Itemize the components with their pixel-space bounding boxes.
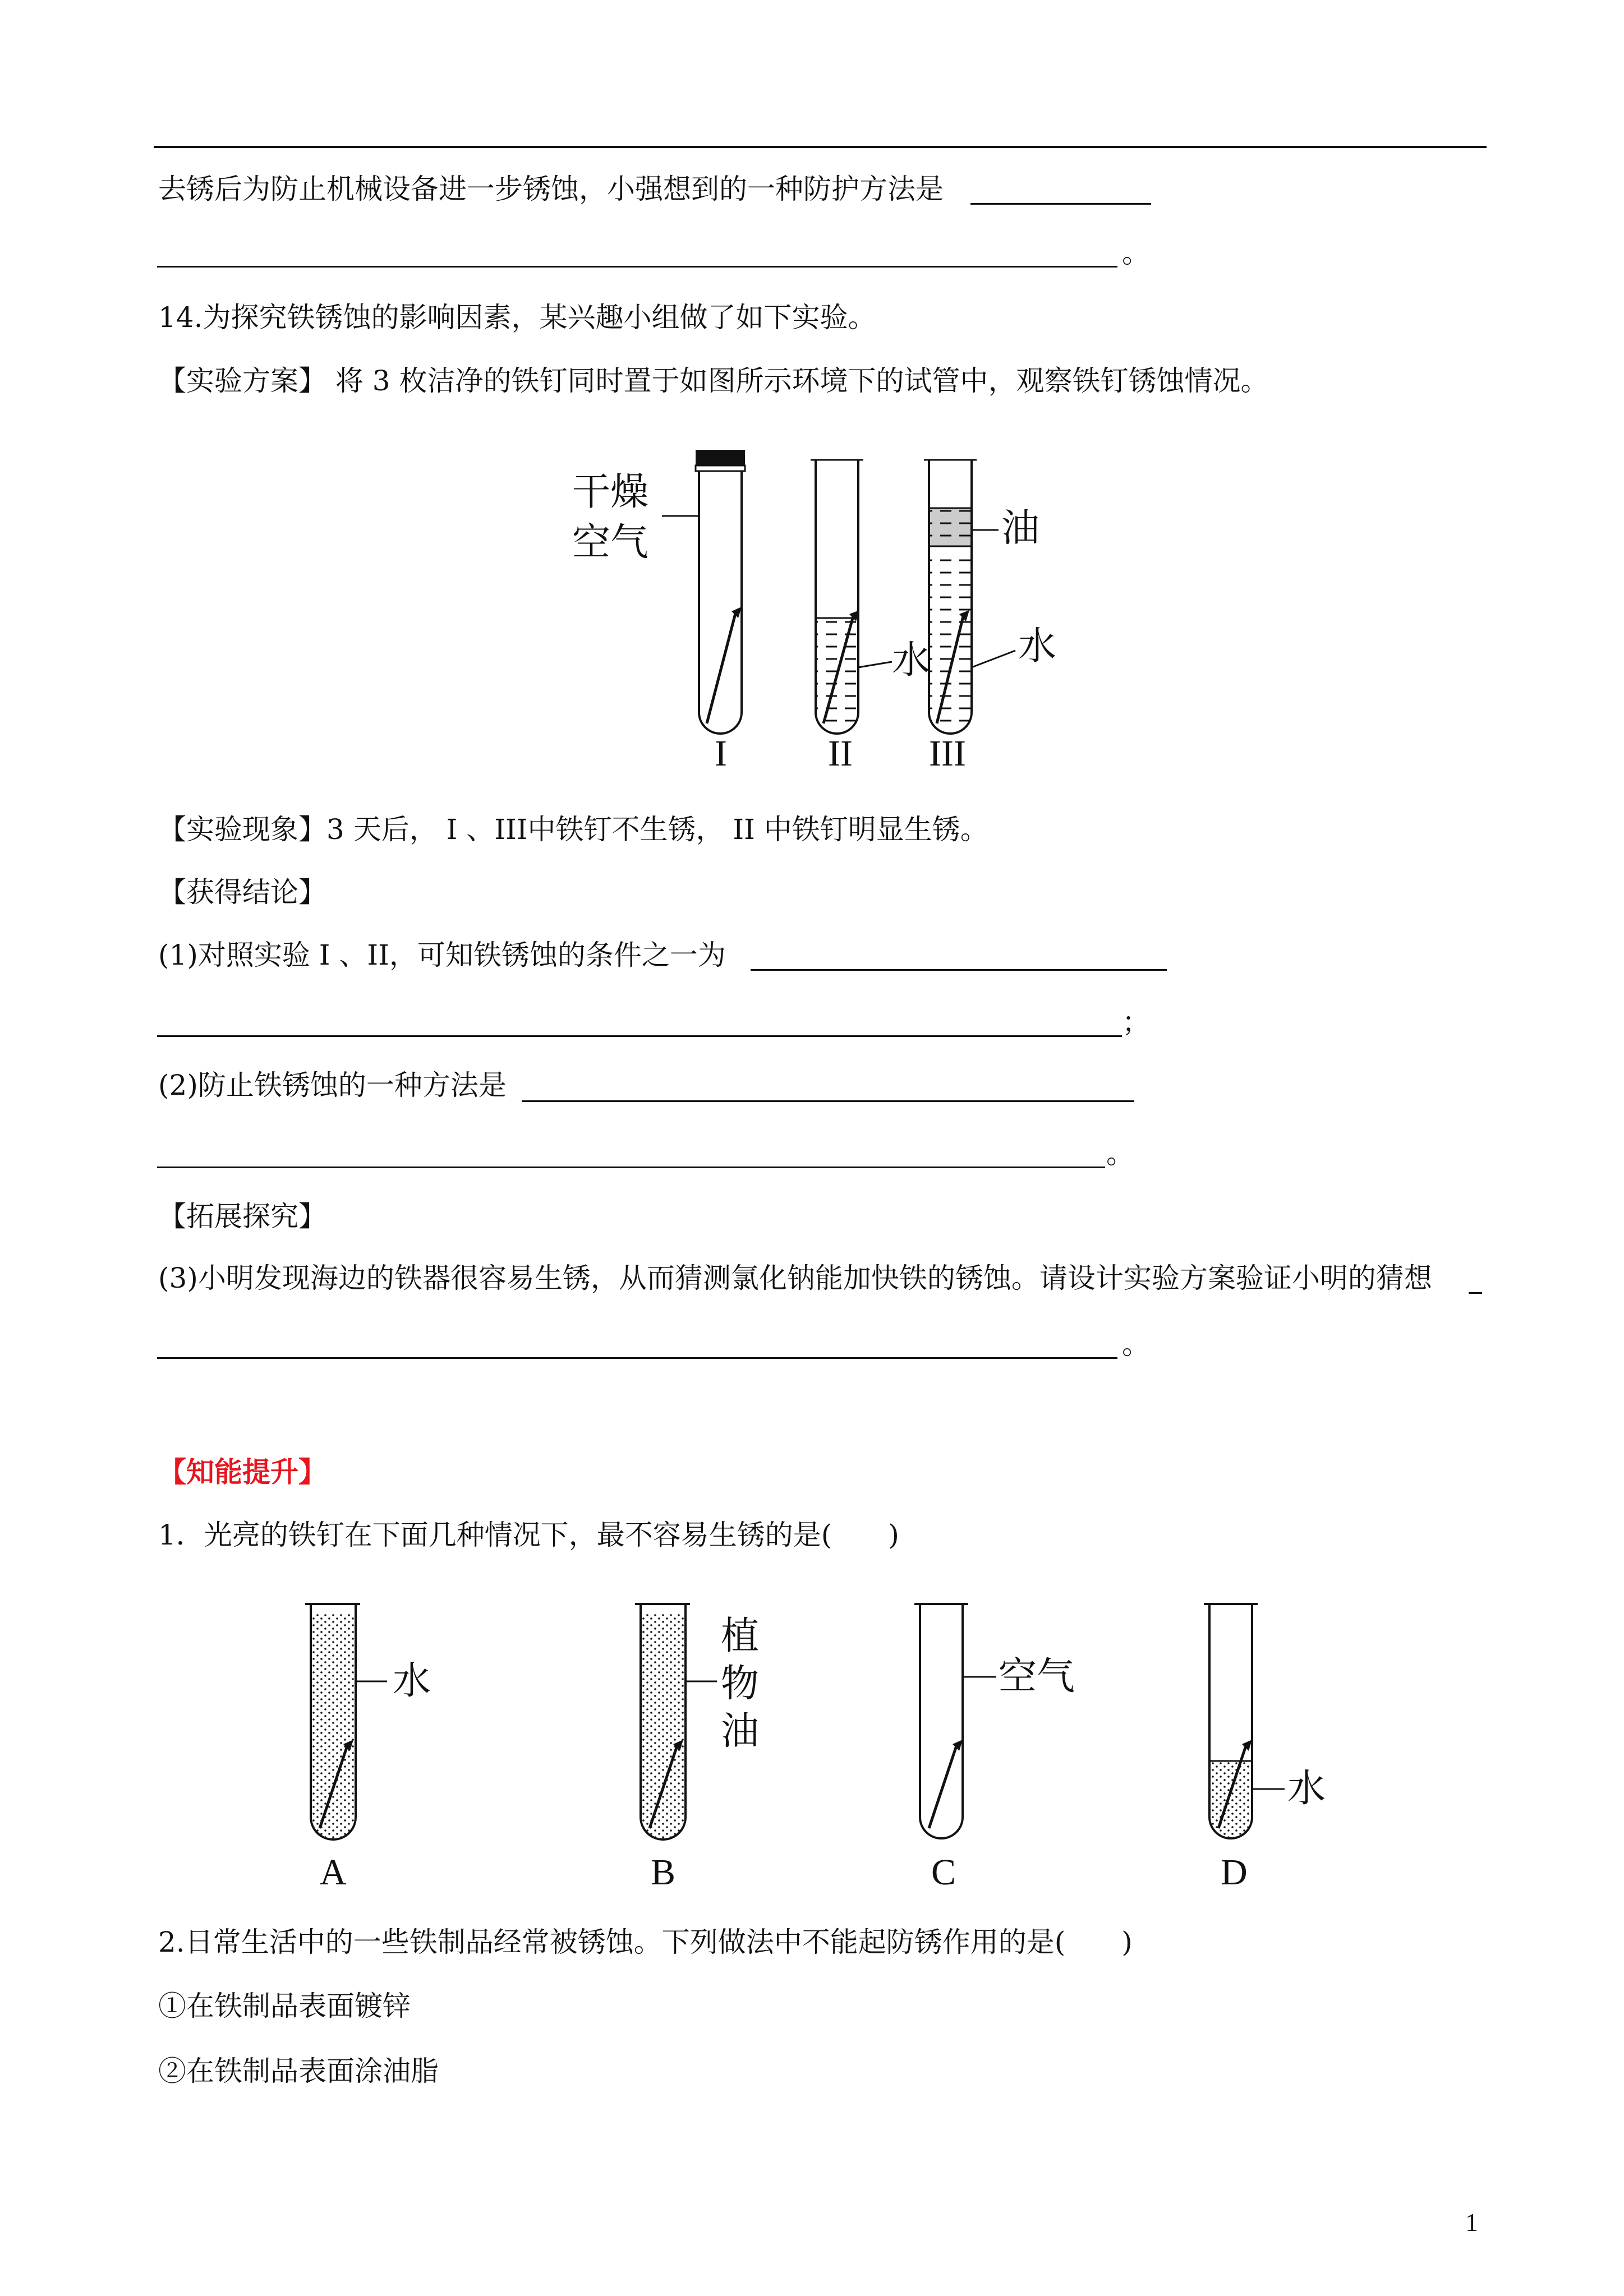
q13-end: 。 [1122, 237, 1150, 269]
phenomenon-text: 3 天后， I 、III中铁钉不生锈， II 中铁钉明显生锈。 [326, 813, 988, 846]
phenomenon-tag: 【实验现象】 [158, 813, 326, 846]
q14-phenomenon [158, 812, 988, 847]
c3-end: 。 [1122, 1328, 1150, 1361]
c2-blank-2 [157, 1167, 1105, 1168]
header-rule [154, 146, 1487, 148]
figure-test-tubes-1 [555, 443, 1105, 780]
nail-icon [929, 1744, 957, 1828]
caption-3: III [929, 733, 966, 774]
tube-a [305, 1604, 431, 1893]
label-dry-1: 干燥 [572, 470, 649, 514]
label-d: 水 [1287, 1767, 1326, 1811]
extend-tag: 【拓展探究】 [158, 1200, 326, 1233]
caption-1: I [715, 733, 727, 774]
c1-end: ； [1122, 1006, 1150, 1039]
c1-text: (1)对照实验 I 、II，可知铁锈蚀的条件之一为 [158, 939, 726, 971]
plan-text: 将 3 枚洁净的铁钉同时置于如图所示环境下的试管中，观察铁钉锈蚀情况。 [326, 365, 1269, 397]
c3-text: (3)小明发现海边的铁器很容易生锈，从而猜测氯化钠能加快铁的锈蚀。请设计实验方案验证小明的猜想 [158, 1262, 1432, 1294]
label-b-1: 植 [721, 1614, 760, 1658]
q1-stem: 1．光亮的铁钉在下面几种情况下，最不容易生锈的是( ) [158, 1519, 899, 1551]
q2-option-1: ①在铁制品表面镀锌 [158, 1990, 411, 2022]
nail-icon [707, 611, 736, 723]
label-b-3: 油 [721, 1709, 760, 1754]
q2-option-2: ②在铁制品表面涂油脂 [158, 2055, 439, 2087]
q13-blank-2 [157, 266, 1117, 268]
label-water-2: 水 [892, 638, 931, 683]
label-dry-2: 空气 [572, 520, 649, 565]
tube-1 [572, 450, 745, 774]
section-title: 【知能提升】 [158, 1456, 326, 1488]
page-number: 1 [1465, 2208, 1478, 2237]
q14-plan [158, 363, 1269, 398]
c3-blank-2 [157, 1357, 1117, 1359]
tube-b [635, 1604, 759, 1893]
c3-blank-1 [1469, 1292, 1482, 1294]
q13-text: 去锈后为防止机械设备进一步锈蚀，小强想到的一种防护方法是 [158, 173, 944, 205]
caption-d: D [1221, 1852, 1248, 1893]
caption-b: B [651, 1852, 676, 1893]
c1-blank-1 [751, 969, 1167, 971]
caption-a: A [320, 1852, 347, 1893]
c2-end: 。 [1106, 1137, 1134, 1170]
label-oil: 油 [1001, 506, 1040, 551]
tube-2 [811, 460, 930, 774]
c2-blank-1 [522, 1100, 1134, 1102]
q13-blank-1 [970, 203, 1151, 205]
tube-c [914, 1604, 1075, 1893]
plan-tag: 【实验方案】 [158, 365, 326, 397]
c2-text: (2)防止铁锈蚀的一种方法是 [158, 1069, 507, 1101]
label-c: 空气 [999, 1654, 1075, 1699]
q2-stem: 2.日常生活中的一些铁制品经常被锈蚀。下列做法中不能起防锈作用的是( ) [158, 1926, 1133, 1958]
conclusion-tag: 【获得结论】 [158, 876, 326, 909]
label-water-3: 水 [1018, 624, 1057, 668]
caption-c: C [931, 1852, 956, 1893]
label-b-2: 物 [721, 1662, 760, 1706]
c1-blank-2 [157, 1035, 1122, 1037]
caption-2: II [828, 733, 853, 774]
q14-title: 14.为探究铁锈蚀的影响因素，某兴趣小组做了如下实验。 [158, 301, 876, 334]
figure-test-tubes-2 [292, 1593, 1358, 1896]
tube-d [1204, 1604, 1326, 1893]
q13-line [158, 172, 944, 206]
label-a: 水 [393, 1659, 431, 1703]
tube-3 [924, 460, 1056, 774]
